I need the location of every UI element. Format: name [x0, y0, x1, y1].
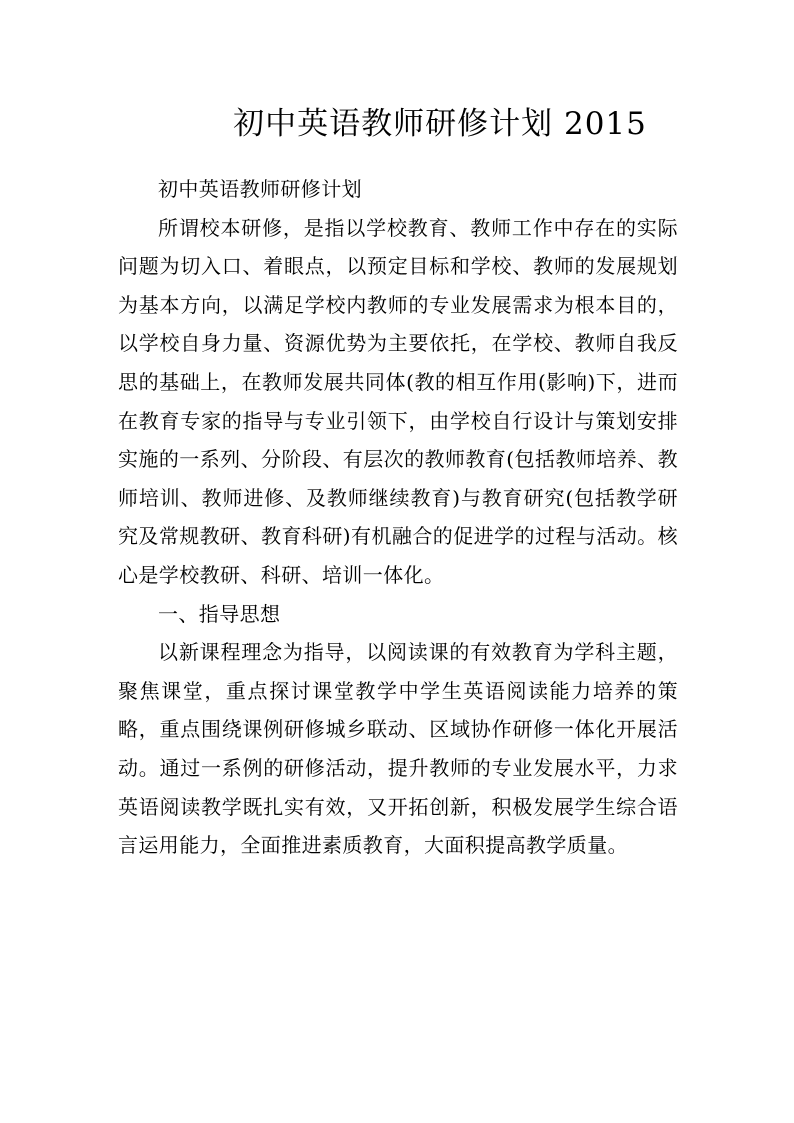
document-subtitle: 初中英语教师研修计划: [158, 177, 362, 201]
guiding-ideology-paragraph: 以新课程理念为指导，以阅读课的有效教育为学科主题，聚焦课堂，重点探讨课堂教学中学生英语阅读能力培养的策略，重点围绕课例研修城乡联动、区域协作研修一体化开展活动。通过一系例的研修活动，提升教师的专业发展水平，力求英语阅读教学既扎实有效，又开拓创新，积极发展学生综合语言运用能力，全面推进素质教育，大面积提高教学质量。: [118, 640, 678, 858]
intro-paragraph: 所谓校本研修，是指以学校教育、教师工作中存在的实际问题为切入口、着眼点，以预定目标和学校、教师的发展规划为基本方向，以满足学校内教师的专业发展需求为根本目的，以学校自身力量、资源优势为主要依托，在学校、教师自我反思的基础上，在教师发展共同体(教的相互作用(影响)下，进而在教育专家的指导与专业引领下，由学校自行设计与策划安排实施的一系列、分阶段、有层次的教师教育(包括教师培养、教师培训、教师进修、及教师继续教育)与教育研究(包括教学研究及常规教研、教育科研)有机融合的促进学的过程与活动。核心是学校教研、科研、培训一体化。: [118, 215, 678, 587]
document-title: 初中英语教师研修计划 2015: [233, 106, 647, 142]
document-body: [118, 170, 678, 865]
section-heading-guiding-ideology: 一、指导思想: [158, 601, 281, 626]
